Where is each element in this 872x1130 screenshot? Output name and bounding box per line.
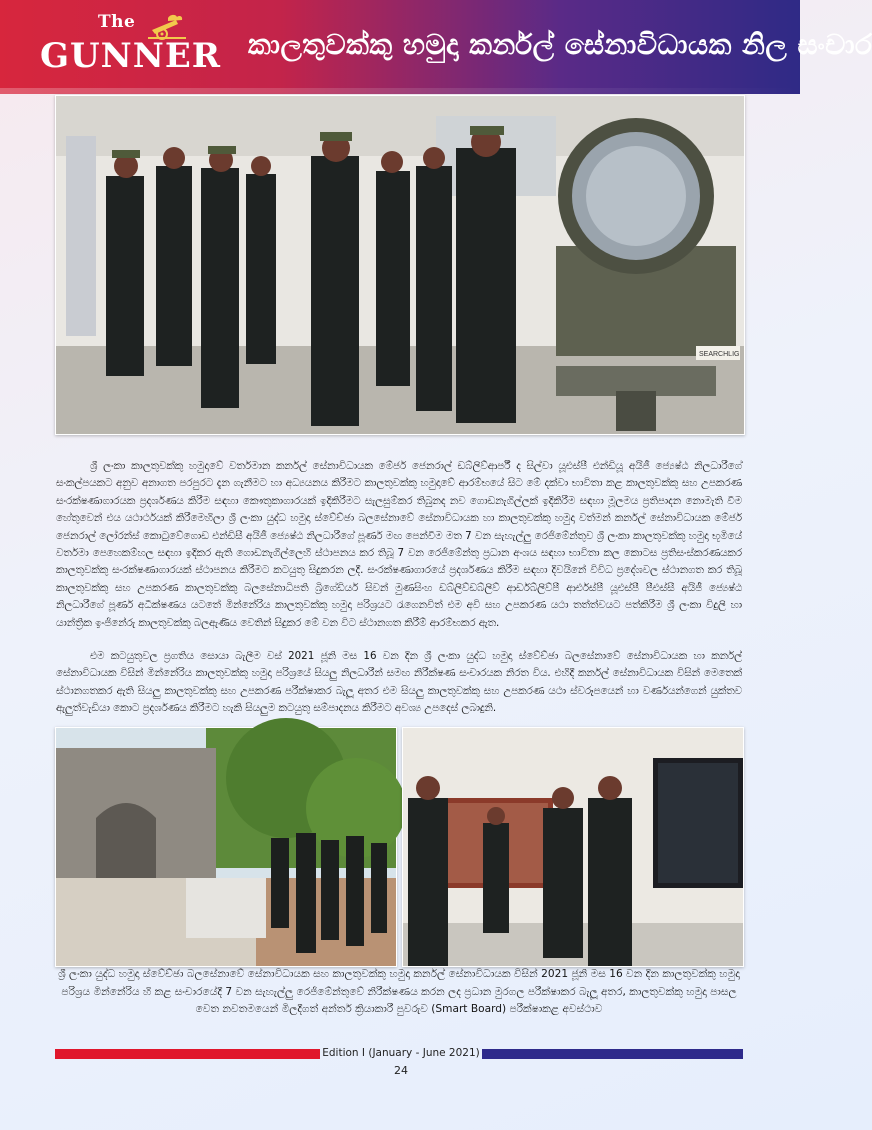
footer-red-bar [55, 1049, 320, 1059]
edition-label: Edition I (January - June 2021) [322, 1047, 480, 1059]
photo-smart-board-inspection [402, 727, 744, 967]
page-title: කාලතුවක්කු හමුදා කර්නල් සේනාවිධායක නිල සංචාර [248, 28, 872, 61]
header-banner [0, 0, 872, 94]
logo-gunner-text: GUNNER [40, 36, 222, 76]
article-paragraph-1: ශ්‍රී ලංකා කාලතුවක්කු හමුදාවේ වර්තමාන කර්නල් සේනාවිධායක මේජර් ජෙනරාල් ඩබ්ලිව්ආර්පී ද සිල්වා යූඑස්පී එන්ඩියූ අයිජී ජ්‍යෙෂ්ඨ නිලධාරීගේ සංකල්පයකට අනුව අනාගත පරපුරට දැන ගැනීමට හා අධ්‍යයනය කිරීමට කාලතුවක්කු හමුදාවේ ආරම්භයේ සිට මේ දක්වා භාවිතා කළ කාලතුවක්කු සහ උපකරණ සංරක්ෂණාගාරයක ප්‍රදර්ශණය කිරීම සඳහා කෞතුකාගාරයක් ඉදිකිරීමට සැලසුම්කර තිබුනද නව ගොඩනැගිල්ලක් ඉදිකිරීම සඳහා මූලමය ප්‍රතිපාදන නොමැති වීම හේතුවෙන් එය යථාර්ථයක් කිරීමෙහිලා ශ්‍රී ලංකා යුද්ධ හමුදා ස්වේච්ඡා බලසේනාවේ සේනාවිධායක හා කාලතුවක්කු හමුදා වත්මන් කර්නල් සේනාවිධායක මේජර් ජෙනරාල් ලෝරන්ස් කොටුවේගොඩ එන්ඩිසී අයිජී ජ්‍යෙෂ්ඨ නිලධාරීගේ පූර්ණ මඟ පෙන්වීම මත 7 වන සැහැල්ලු රෙජිමේන්තුව ශ්‍රී ලංකා කාලතුවක්කු හමුදා භූමියේ වර්තමා පෙහෙකම්හල සඳහා ඉදිකර ඇති ගොඩනැගිල්ලෙහි ස්ථාපනය කර තිබූ 7 වන රෙජිමේන්තු ප්‍රධාන අංශය සඳහා භාවිතා කල කොටස ප්‍රතිසංස්කරණයකර කාලතුවක්කු සංරක්ෂණාගාරයක් ස්ථාපනය කිරීමට කටයුතු සිදුකරන ලදී. සංරක්ෂණාගාරයේ ප්‍රදර්ශණය කිරීම සඳහා දිවයිනේ විවිධ ප්‍රදේශවල ස්ථානගත කර තිබූ කාලතුවක්කු සහ උපකරණ කාලතුවක්කු බලසේනාධිපති බ්‍රිගේඩියර් සිවන් මුණසිංහ ඩබ්ලිව්ඩබ්ලිව් ආර්ඩබ්ලිව්පී ආර්එස්පී යූඑස්පී පීඑස්සී අයිජී ජ්‍යෙෂ්ඨ නිලධාරීගේ පූර්ණ අධීක්ෂණය යටතේ මින්නේරිය කාලතුවක්කු හමුදා පරිශ්‍රයට රැගෙනවිත් එම අවි සහ උපකරණ යථා තත්ත්වයට පත්කිරීම ශ්‍රී ලංකා විදුලි හා යාන්ත්‍රික ඉංජිනේරු කාලතුවක්කු බලඇණිය වෙතින් සිදුකර මේ වන විට ස්ථානගත කිරීම් ආරම්භකර ඇත. [56, 460, 743, 629]
logo-the-text: The [98, 12, 136, 32]
searchlight-sign: SEARCHLIG [699, 351, 740, 358]
photo-caption: ශ්‍රී ලංකා යුද්ධ හමුදා ස්වේච්ඡා බලසේනාවේ සේනාවිධායක සහ කාලතුවක්කු හමුදා කර්නල් සේනාවිධායක විසින් 2021 ජූනි මස 16 වන දින කාලතුවක්කු හමුදා පරිශ්‍රය මින්නේරිය හි කළ සංචාරයේදී 7 වන සැහැල්ලු රෙජිමේන්තුවේ නිරීක්ෂණය කරන ලද ප්‍රධාන මුරගල පරීක්ෂාකර බැලූ අතර, කාලතුවක්කු හමුදා පාසල වෙත නවතමයෙන් මිලදීගත් අන්තර් ක්‍රියාකාරී පුවරුව (Smart Board) පරීක්ෂාකළ අවස්ථාව [58, 968, 740, 1016]
footer-blue-bar [482, 1049, 743, 1059]
gunner-logo [34, 10, 222, 86]
photo-fortification-visit [55, 727, 397, 967]
article-paragraph-2: එම කටයුතුවල ප්‍රගතිය සොයා බැලීම වස් 2021 ජූනි මස 16 වන දින ශ්‍රී ලංකා යුද්ධ හමුදා ස්වේච්ඡා බලසේනාවේ සේනාවිධායක හා කර්නල් සේනාවිධායක විසින් මින්නේරිය කාලතුවක්කු හමුදා පරිශ්‍රයේ සියලු නිලධාරීන් සමඟ නිරීක්ෂණ සංචාරයක නිරත විය. එහිදී කර්නල් සේනාවිධායක විසින් මෙතෙක් ස්ථානගතකර ඇති සියලු කාලතුවක්කු සහ උපකරණ පරීක්ෂාකර බැලූ අතර එම සියලු කාලතුවක්කු සහ උපකරණ යථා ස්වරූපයෙන් හා වර්ණයන්ගෙන් යුක්තව ඇලුත්වැඩියා කොට ප්‍රදර්ශණය කිරීමට හැකි සියලුම කටයුතු සම්පාදනය කිරීමට අවශ්‍ය උපදෙස් ලබාදුනි. [56, 650, 742, 715]
page-number: 24 [394, 1064, 408, 1077]
main-photo-searchlight-inspection [55, 95, 745, 435]
